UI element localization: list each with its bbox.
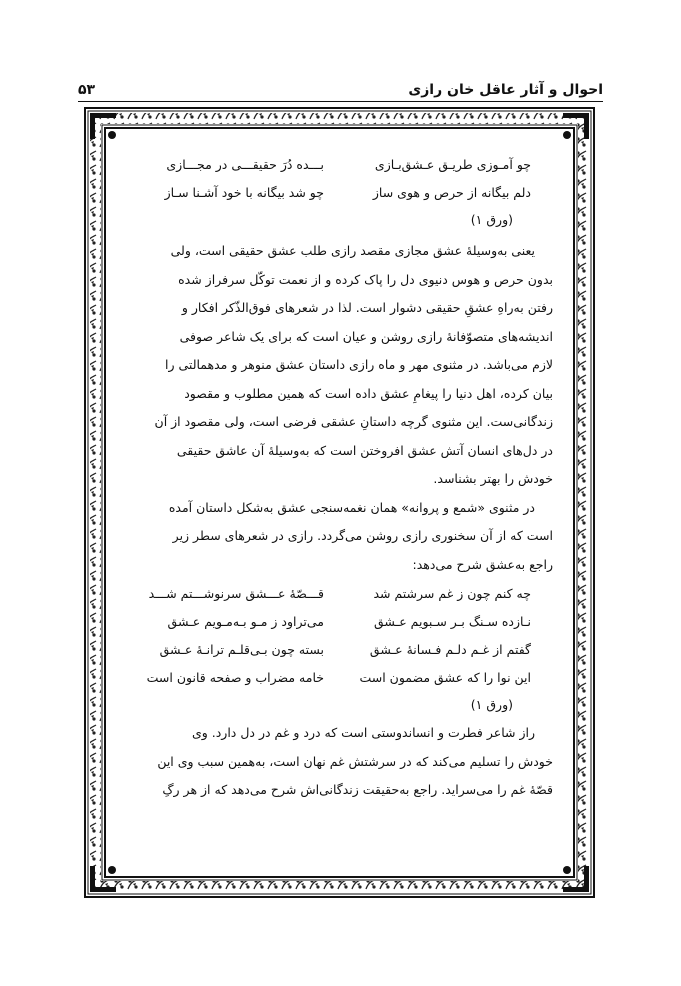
poem-block-2 <box>128 579 553 719</box>
verse-row <box>128 607 553 635</box>
hemistich-right: دلم بیگانه از حرص و هوی ساز <box>372 184 531 200</box>
hemistich-left: بـــده دُرَ حقیقـــی در مجـــازی <box>166 156 324 172</box>
text-line: خودش را بهتر بشناسد. <box>433 471 553 486</box>
running-title: احوال و آثار عاقل خان رازی <box>408 82 603 98</box>
page-body <box>128 150 553 805</box>
text-line: راز شاعر فطرت و انساندوستی است که درد و غم در دل دارد. وی <box>191 725 535 740</box>
paragraph-3 <box>128 719 553 805</box>
verse-row <box>128 635 553 663</box>
hemistich-left: چو شد بیگانه با خود آشـنا سـاز <box>164 184 324 200</box>
folio-reference: (ورق ۱) <box>470 212 513 227</box>
hemistich-right: چو آمـوزی طریـق عـشق‌بـازی <box>374 156 531 172</box>
verse-row <box>128 663 553 691</box>
text-line: یعنی به‌وسیلهٔ عشق مجازی مقصد رازی طلب عشق حقیقی است، ولی <box>170 243 535 258</box>
text-line: است که از آن سخنوری رازی روشن می‌گردد. رازی در شعرهای سطر زیر <box>172 528 553 543</box>
verse-row <box>128 579 553 607</box>
text-line: راجع به‌عشق شرح می‌دهد: <box>412 556 553 572</box>
folio-reference: (ورق ۱) <box>470 697 513 712</box>
text-line: در دل‌های انسان آتش عشق افروختن است که به‌وسیلهٔ آن عاشق حقیقی <box>176 442 553 458</box>
paragraph-1 <box>128 237 553 494</box>
verse-row <box>128 178 553 206</box>
text-line: خودش را تسلیم می‌کند که در سرشتش غم نهان است، به‌همین سبب وی این <box>157 753 553 769</box>
text-line: بیان کرده، اهل دنیا را پیغامِ عشق داده است که همین مطلوب و مقصود <box>184 385 553 401</box>
hemistich-left: قـــصّهٔ عـــشق سرنوشـــتم شـــد <box>148 585 324 601</box>
hemistich-right: گفتم از غـم دلـم فـسانهٔ عـشق <box>369 641 531 657</box>
header-rule <box>78 101 603 102</box>
hemistich-right: نـازده سـنگ بـر سـبویم عـشق <box>374 613 531 629</box>
verse-row <box>128 150 553 178</box>
text-line: رفتن به‌راهِ عشقِ حقیقی دشوار است. لذا در شعرهای فوق‌الذّکر افکار و <box>181 300 553 315</box>
hemistich-left: می‌تراود ز مـو بـه‌مـویم عـشق <box>167 613 324 629</box>
text-line: قصّهٔ غم را می‌سراید. راجع به‌حقیقت زندگانی‌اش شرح می‌دهد که از هر رگِ <box>162 782 553 797</box>
hemistich-right: این نوا را که عشق مضمون است <box>359 669 531 685</box>
text-line: لازم می‌باشد. در مثنوی مهر و ماه رازی داستان عشق منوهر و مدهمالتی را <box>165 357 553 372</box>
paragraph-2 <box>128 494 553 580</box>
hemistich-right: چه کنم چون ز غم سرشتم شد <box>373 585 531 601</box>
hemistich-left: بسته چون بـی‌قلـم ترانـهٔ عـشق <box>159 641 324 657</box>
hemistich-left: خامه مضراب و صفحه قانون است <box>146 669 324 685</box>
text-line: در مثنوی «شمع و پروانه» همان نغمه‌سنجی عشق به‌شکل داستان آمده <box>168 499 535 515</box>
text-line: زندگانی‌ست. این مثنوی گرچه داستانِ عشقی فرضی است، ولی مقصود از آن <box>154 414 553 429</box>
text-line: بدون حرص و هوس دنیوی دل را پاک کرده و از نعمت توکّل سرفراز شده <box>178 271 553 287</box>
text-line: اندیشه‌های متصوّفانهٔ رازی روشن و عیان است که برای یک شاعر صوفی <box>179 328 553 344</box>
page-number: ۵۳ <box>78 82 96 98</box>
running-header <box>78 78 603 102</box>
poem-block-1 <box>128 150 553 234</box>
